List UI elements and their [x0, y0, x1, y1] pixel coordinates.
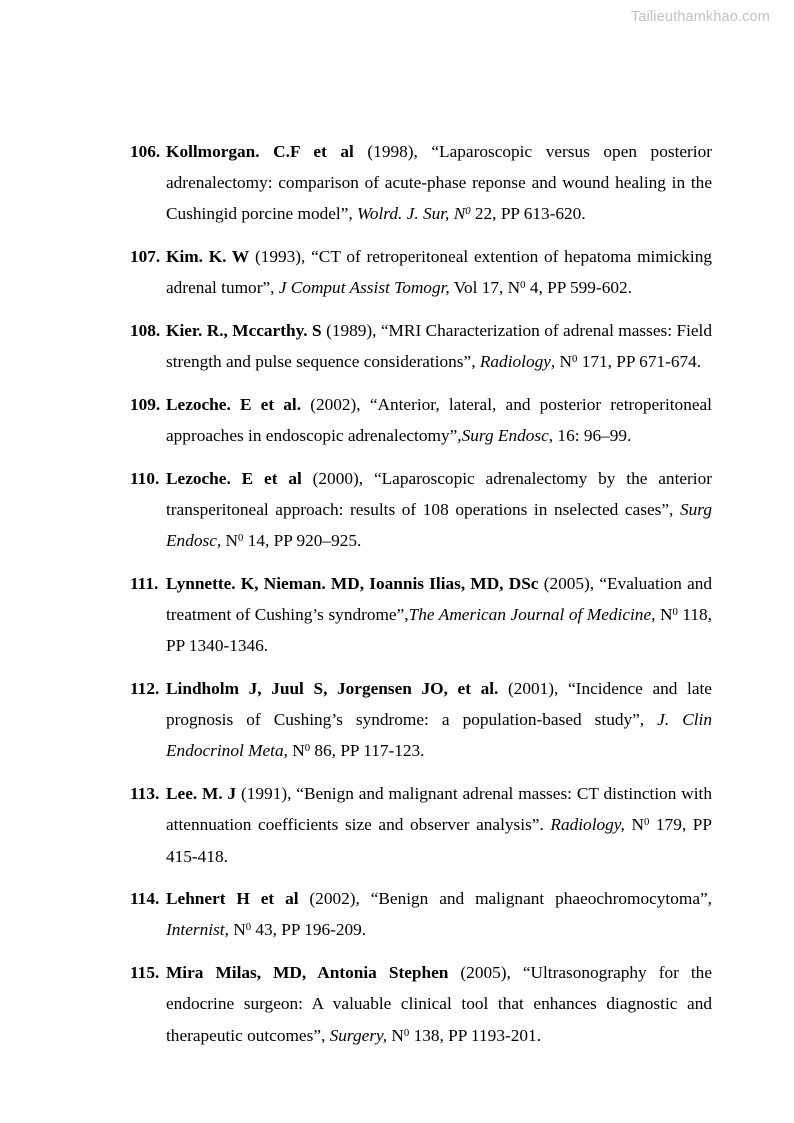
- reference-number: 107.: [130, 247, 161, 267]
- reference-entry: [130, 463, 712, 557]
- reference-entry: [130, 568, 712, 662]
- reference-journal: Radiology: [479, 352, 551, 372]
- reference-authors: Kollmorgan. C.F et al: [166, 142, 354, 161]
- issue-superscript: 0: [520, 279, 526, 292]
- reference-title: “Laparoscopic adrenalectomy by the anterior transperitoneal approach: results of 108 operations in nselected cases”,: [166, 468, 712, 520]
- reference-number: 112.: [130, 679, 160, 699]
- reference-entry: [130, 389, 712, 451]
- reference-year: (1989),: [326, 321, 377, 341]
- reference-journal: J. Clin Endocrinol Meta,: [166, 710, 712, 761]
- reference-entry: [130, 315, 712, 377]
- reference-journal: Surg Endosc,: [166, 500, 712, 551]
- reference-title: “Ultrasonography for the endocrine surgeon: A valuable clinical tool that enhances diagnostic and therapeutic outcomes”,: [166, 963, 712, 1045]
- issue-superscript: 0: [238, 532, 244, 545]
- reference-authors: Lynnette. K, Nieman. MD, Ioannis Ilias, MD, DSc: [166, 573, 539, 593]
- reference-title: “Benign and malignant adrenal masses: CT distinction with attennuation coefficients size and observer analysis”.: [166, 784, 712, 835]
- reference-year: (2001),: [507, 679, 559, 699]
- reference-title: “Benign and malignant phaeochromocytoma”,: [370, 889, 712, 909]
- reference-journal: J Comput Assist Tomogr,: [278, 278, 450, 298]
- reference-entry: [130, 241, 712, 303]
- reference-tail-2: 138, PP 1193-201.: [409, 1025, 541, 1045]
- issue-superscript: 0: [572, 353, 578, 366]
- reference-entry: [130, 778, 712, 872]
- reference-text: [166, 778, 712, 872]
- reference-tail: N: [287, 741, 305, 761]
- reference-authors: Kier. R., Mccarthy. S: [166, 321, 322, 341]
- reference-number: 114.: [130, 889, 160, 909]
- site-watermark: Tailieuthamkhao.com: [630, 9, 770, 25]
- reference-journal: Wolrd. J. Sur, $N^0$: [357, 204, 471, 224]
- reference-text: [166, 957, 712, 1051]
- issue-superscript: 0: [245, 921, 252, 934]
- reference-authors: Lee. M. J: [166, 784, 237, 804]
- reference-tail-2: 86, PP 117-123.: [310, 741, 425, 761]
- reference-authors: Lezoche. E et al: [166, 468, 302, 488]
- reference-year: (1993),: [254, 247, 306, 267]
- reference-tail-2: 171, PP 671-674.: [577, 352, 702, 372]
- reference-tail-2: 179, PP 415-418.: [166, 815, 712, 866]
- reference-tail: N: [655, 605, 673, 625]
- reference-number: 109.: [130, 394, 161, 414]
- issue-superscript: 0: [643, 816, 650, 829]
- reference-number: 106.: [130, 142, 161, 161]
- reference-tail-2: 118, PP 1340-1346.: [166, 605, 712, 656]
- reference-text: [166, 136, 712, 230]
- reference-text: [166, 315, 712, 377]
- reference-year: (2005),: [460, 963, 511, 983]
- reference-number: 115.: [130, 963, 160, 983]
- reference-year: (2002),: [309, 889, 360, 909]
- reference-journal: Surg Endosc,: [461, 426, 554, 446]
- reference-tail: N: [624, 815, 644, 835]
- reference-entry: [130, 957, 712, 1051]
- reference-number: 113.: [130, 784, 160, 804]
- reference-tail: , N: [550, 352, 573, 372]
- reference-entry: [130, 136, 712, 230]
- reference-tail-2: 14, PP 920–925.: [243, 531, 362, 551]
- reference-tail-2: 4, PP 599-602.: [525, 278, 632, 298]
- reference-authors: Lezoche. E et al.: [166, 394, 302, 414]
- reference-tail: N: [221, 531, 239, 551]
- issue-superscript: 0: [304, 742, 311, 755]
- reference-list: [130, 136, 712, 1062]
- reference-journal: Radiology,: [550, 815, 625, 835]
- reference-title: “Laparoscopic versus open posterior adrenalectomy: comparison of acute-phase reponse and wound healing in the Cushingid porcine model”,: [166, 142, 712, 224]
- reference-title: “Evaluation and treatment of Cushing’s syndrome”,: [166, 573, 713, 625]
- reference-journal: The American Journal of Medicine,: [408, 605, 656, 625]
- reference-number: 111.: [130, 573, 159, 593]
- reference-authors: Lindholm J, Juul S, Jorgensen JO, et al.: [166, 679, 499, 699]
- reference-title: “Incidence and late prognosis of Cushing’s syndrome: a population-based study”,: [166, 679, 712, 730]
- reference-journal: Internist: [166, 920, 225, 940]
- reference-entry: [130, 883, 712, 945]
- reference-journal: Surgery,: [329, 1025, 388, 1045]
- reference-year: (1998),: [367, 142, 418, 161]
- reference-year: (1991),: [241, 784, 292, 804]
- reference-text: [166, 389, 712, 451]
- reference-title: “Anterior, lateral, and posterior retroperitoneal approaches in endoscopic adrenalectomy”,: [166, 394, 712, 446]
- reference-text: [166, 241, 712, 303]
- reference-tail: 22, PP 613-620.: [470, 204, 586, 224]
- reference-year: (2000),: [312, 468, 364, 488]
- reference-authors: Lehnert H et al: [166, 889, 299, 909]
- reference-authors: Kim. K. W: [166, 247, 250, 267]
- reference-title: “MRI Characterization of adrenal masses: Field strength and pulse sequence considerations”,: [166, 321, 712, 372]
- reference-text: [166, 568, 712, 662]
- reference-tail: , N: [224, 920, 246, 940]
- reference-year: (2002),: [310, 394, 361, 414]
- reference-number: 110.: [130, 468, 160, 488]
- reference-entry: [130, 673, 712, 767]
- reference-year: (2005),: [543, 573, 595, 593]
- reference-tail-2: 43, PP 196-209.: [251, 920, 367, 940]
- issue-superscript: 0: [672, 606, 678, 619]
- reference-number: 108.: [130, 321, 161, 341]
- reference-text: [166, 463, 712, 557]
- reference-text: [166, 673, 712, 767]
- reference-authors: Mira Milas, MD, Antonia Stephen: [166, 963, 449, 983]
- issue-superscript: 0: [465, 205, 471, 218]
- reference-tail: Vol 17, N: [449, 278, 521, 298]
- reference-tail: 16: 96–99.: [553, 426, 632, 446]
- reference-title: “CT of retroperitoneal extention of hepatoma mimicking adrenal tumor”,: [166, 247, 712, 298]
- issue-superscript: 0: [403, 1026, 410, 1039]
- reference-text: [166, 883, 712, 945]
- reference-tail: N: [387, 1025, 404, 1045]
